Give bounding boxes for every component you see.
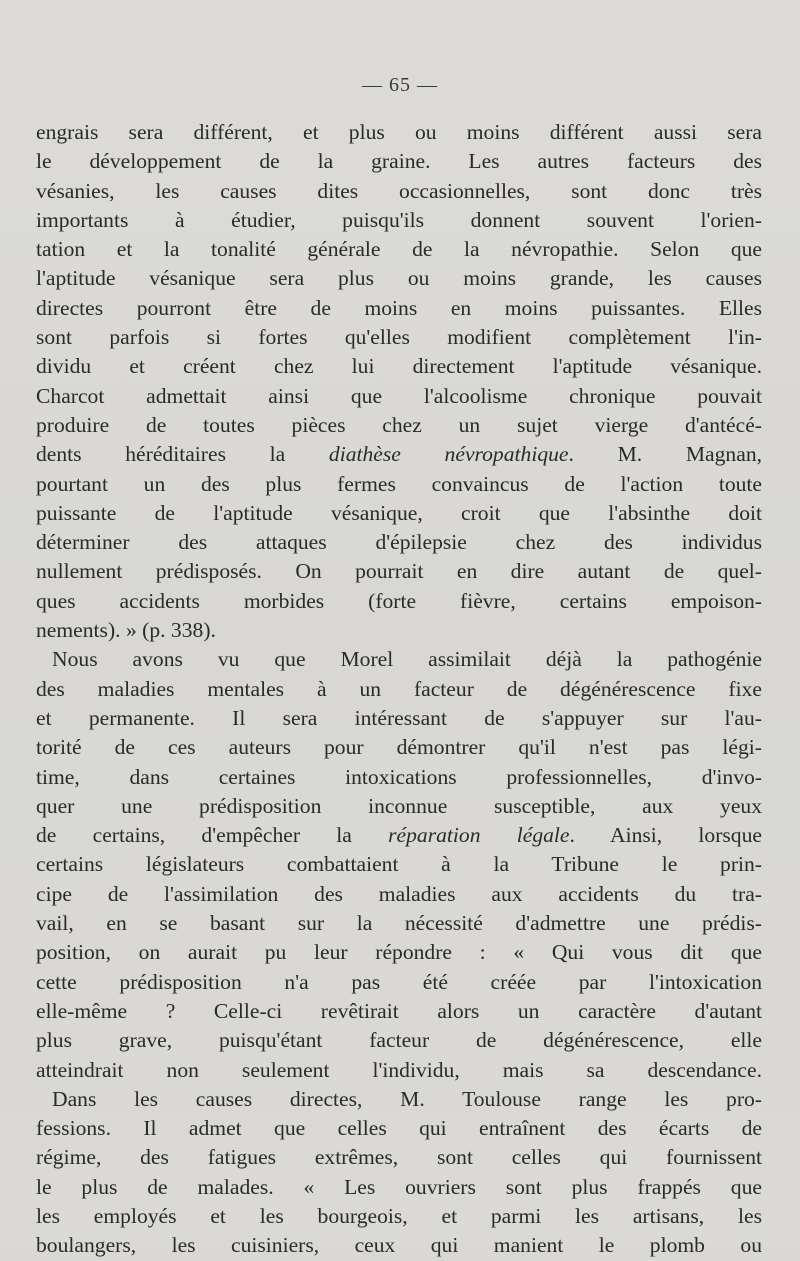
text-line: time, dans certaines intoxications professionnelles, d'invo- <box>36 764 762 789</box>
text-line: nullement prédisposés. On pourrait en dire autant de quel- <box>36 559 762 584</box>
text-line: dents héréditaires la diathèse névropathique. M. Magnan, <box>36 442 762 467</box>
text-line: de certains, d'empêcher la réparation légale. Ainsi, lorsque <box>36 823 762 848</box>
text-line: le développement de la graine. Les autres facteurs des <box>36 149 762 174</box>
text-line: le plus de malades. « Les ouvriers sont plus frappés que <box>36 1174 762 1199</box>
text-line: elle-même ? Celle-ci revêtirait alors un caractère d'autant <box>36 998 762 1023</box>
text-line: puissante de l'aptitude vésanique, croit que l'absinthe doit <box>36 500 762 525</box>
text-line: régime, des fatigues extrêmes, sont celles qui fournissent <box>36 1145 762 1170</box>
paragraph <box>36 118 762 645</box>
paragraph <box>36 1085 762 1261</box>
emphasized-text: diathèse névropathique <box>328 442 569 467</box>
text-line: dividu et créent chez lui directement l'aptitude vésanique. <box>36 354 762 379</box>
text-line: Dans les causes directes, M. Toulouse range les pro- <box>52 1086 762 1111</box>
text-line: Charcot admettait ainsi que l'alcoolisme chronique pouvait <box>36 383 762 408</box>
text-line: des maladies mentales à un facteur de dégénérescence fixe <box>36 676 762 701</box>
text-line: cipe de l'assimilation des maladies aux accidents du tra- <box>36 881 762 906</box>
text-line: nements). » (p. 338). <box>36 618 216 643</box>
paragraph <box>36 645 762 1084</box>
text-line: sont parfois si fortes qu'elles modifient complètement l'in- <box>36 325 762 350</box>
text-line: les employés et les bourgeois, et parmi les artisans, les <box>36 1203 762 1228</box>
text-line: plus grave, puisqu'étant facteur de dégénérescence, elle <box>36 1028 762 1053</box>
text-line: engrais sera différent, et plus ou moins différent aussi sera <box>36 120 762 144</box>
text-line: produire de toutes pièces chez un sujet vierge d'antécé- <box>36 412 762 437</box>
text-line: vésanies, les causes dites occasionnelles, sont donc très <box>36 178 762 203</box>
text-line: ques accidents morbides (forte fièvre, certains empoison- <box>36 588 762 613</box>
text-line: vail, en se basant sur la nécessité d'admettre une prédis- <box>36 911 762 936</box>
text-line: l'aptitude vésanique sera plus ou moins grande, les causes <box>36 266 762 291</box>
text-line: et permanente. Il sera intéressant de s'appuyer sur l'au- <box>36 705 762 730</box>
text-line: directes pourront être de moins en moins puissantes. Elles <box>36 295 762 320</box>
text-line: quer une prédisposition inconnue susceptible, aux yeux <box>36 793 762 818</box>
body-text <box>36 118 762 1261</box>
emphasized-text: réparation légale <box>388 823 570 848</box>
text-line: torité de ces auteurs pour démontrer qu'il n'est pas légi- <box>36 735 762 760</box>
text-line: fessions. Il admet que celles qui entraînent des écarts de <box>36 1116 762 1141</box>
text-line: boulangers, les cuisiniers, ceux qui manient le plomb ou <box>36 1233 762 1258</box>
text-line: tation et la tonalité générale de la névropathie. Selon que <box>36 237 762 262</box>
text-line: position, on aurait pu leur répondre : « Qui vous dit que <box>36 940 762 965</box>
text-line: cette prédisposition n'a pas été créée par l'intoxication <box>36 969 762 994</box>
page-number: — 65 — <box>362 74 438 96</box>
text-line: déterminer des attaques d'épilepsie chez des individus <box>36 530 762 555</box>
text-line: Nous avons vu que Morel assimilait déjà la pathogénie <box>52 647 762 672</box>
text-line: pourtant un des plus fermes convaincus de l'action toute <box>36 471 762 496</box>
text-line: certains législateurs combattaient à la Tribune le prin- <box>36 852 762 877</box>
text-line: importants à étudier, puisqu'ils donnent souvent l'orien- <box>36 207 762 232</box>
text-line: atteindrait non seulement l'individu, mais sa descendance. <box>36 1057 762 1082</box>
